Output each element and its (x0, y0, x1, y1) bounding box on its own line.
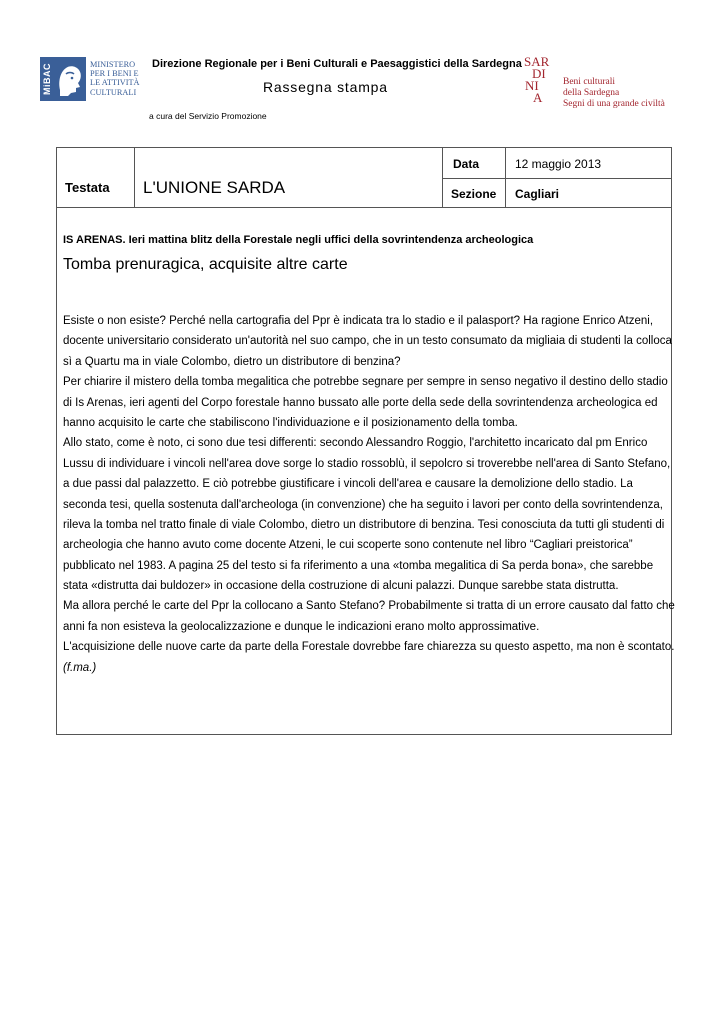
header-cura: a cura del Servizio Promozione (149, 111, 267, 121)
sardinia-mark-line: DI (532, 66, 546, 81)
mibac-line: LE ATTIVITÀ (90, 78, 140, 88)
article-line: archeologia che hanno avuto come docente Atzeni, le cui scoperte sono contenute nel libro “Cagliari preistorica” (63, 539, 633, 552)
sardinia-mark-line: NI (525, 78, 539, 93)
article-line: Per chiarire il mistero della tomba megalitica che potrebbe segnare per sempre in senso negativo il destino dello stadio (63, 376, 668, 389)
article-kicker: IS ARENAS. Ieri mattina blitz della Forestale negli uffici della sovrintendenza archeologica (63, 234, 534, 246)
info-table (56, 147, 672, 208)
header-rassegna: Rassegna stampa (263, 79, 388, 95)
table-divider (443, 178, 671, 179)
table-divider (134, 148, 135, 207)
data-value: 12 maggio 2013 (515, 157, 602, 171)
article-body (63, 311, 695, 678)
article-line: pubblicato nel 1983. A pagina 25 del testo si fa riferimento a una «tomba megalitica di Sa perda bona», che sarebbe (63, 559, 654, 572)
article-line: anni fa non esisteva la geolocalizzazione e dunque le indicazioni erano molto approssimative. (63, 620, 540, 633)
article-line: Allo stato, come è noto, ci sono due tesi differenti: secondo Alessandro Roggio, l'architetto incaricato dal pm Enrico (63, 437, 648, 450)
article-line: hanno acquisito le carte che stabiliscono l'individuazione e il posizionamento della tomba. (63, 416, 518, 429)
sezione-value: Cagliari (515, 187, 560, 201)
article-line: Lussu di individuare i vincoli nell'area dove sorge lo stadio rossoblù, il sepolcro si troverebbe nell'area di Santo Stefano, (63, 457, 671, 470)
article-headline: Tomba prenuragica, acquisite altre carte (63, 256, 348, 273)
data-label: Data (453, 157, 480, 171)
sardinia-logo-text (563, 77, 665, 110)
article-line: rileva la tomba nel tratto finale di viale Colombo, dietro un distributore di benzina. Tesi conosciuta da tutti gli studenti di (63, 518, 665, 531)
article-line: Ma allora perché le carte del Ppr la collocano a Santo Stefano? Probabilmente si tratta di un errore causato dal fatto che (63, 600, 675, 613)
article-line: Esiste o non esiste? Perché nella cartografia del Ppr è indicata tra lo stadio e il palasport? Ha ragione Enrico Atzeni, (63, 315, 654, 327)
mibac-logo-text (90, 60, 140, 97)
article-line: sì a Quartu ma in viale Colombo, dietro un distributore di benzina? (63, 355, 401, 368)
sardinia-logo-mark (524, 56, 558, 104)
testata-label: Testata (65, 180, 110, 195)
article-line: docente universitario considerato un'autorità nel suo campo, che in un testo consumato da migliaia di studenti la colloca (63, 335, 672, 348)
mibac-line: MINISTERO (90, 60, 136, 69)
mibac-line: PER I BENI E (90, 69, 139, 79)
testata-value: L'UNIONE SARDA (143, 178, 286, 197)
article-byline: (f.ma.) (63, 661, 97, 674)
sardinia-line: Segni di una grande civiltà (563, 99, 665, 109)
article-line: a due passi dal palazzetto. E ciò potrebbe giustificare i vincoli dell'area e causare la demolizione dello stadio. La (63, 478, 633, 491)
sardinia-line: Beni culturali (563, 77, 615, 87)
article-line: stata «distrutta dai buldozer» in occasione della costruzione di alcuni palazzi. Dunque sarebbe stata distrutta. (63, 580, 619, 593)
header-direzione: Direzione Regionale per i Beni Culturali e Paesaggistici della Sardegna (152, 58, 522, 70)
sardinia-mark-line: A (533, 90, 543, 105)
article-line: di Is Arenas, ieri agenti del Corpo forestale hanno bussato alle porte della sede della sovrintendenza archeologica ed (63, 396, 658, 409)
mibac-logo (40, 57, 86, 101)
statue-head-icon (54, 60, 84, 98)
article-line: L'acquisizione delle nuove carte da parte della Forestale dovrebbe fare chiarezza su questo aspetto, ma non è scontato. (63, 641, 675, 654)
sezione-label: Sezione (451, 187, 497, 201)
mibac-line: CULTURALI (90, 87, 137, 97)
mibac-logo-mark: MiBAC (42, 63, 52, 95)
sardinia-line: della Sardegna (563, 88, 620, 98)
sardinia-mark-line: SAR (524, 54, 550, 69)
article-line: seconda tesi, quella sostenuta dall'archeologa (in convenzione) che ha seguito i lavori per conto della sovrintendenza, (63, 498, 663, 511)
